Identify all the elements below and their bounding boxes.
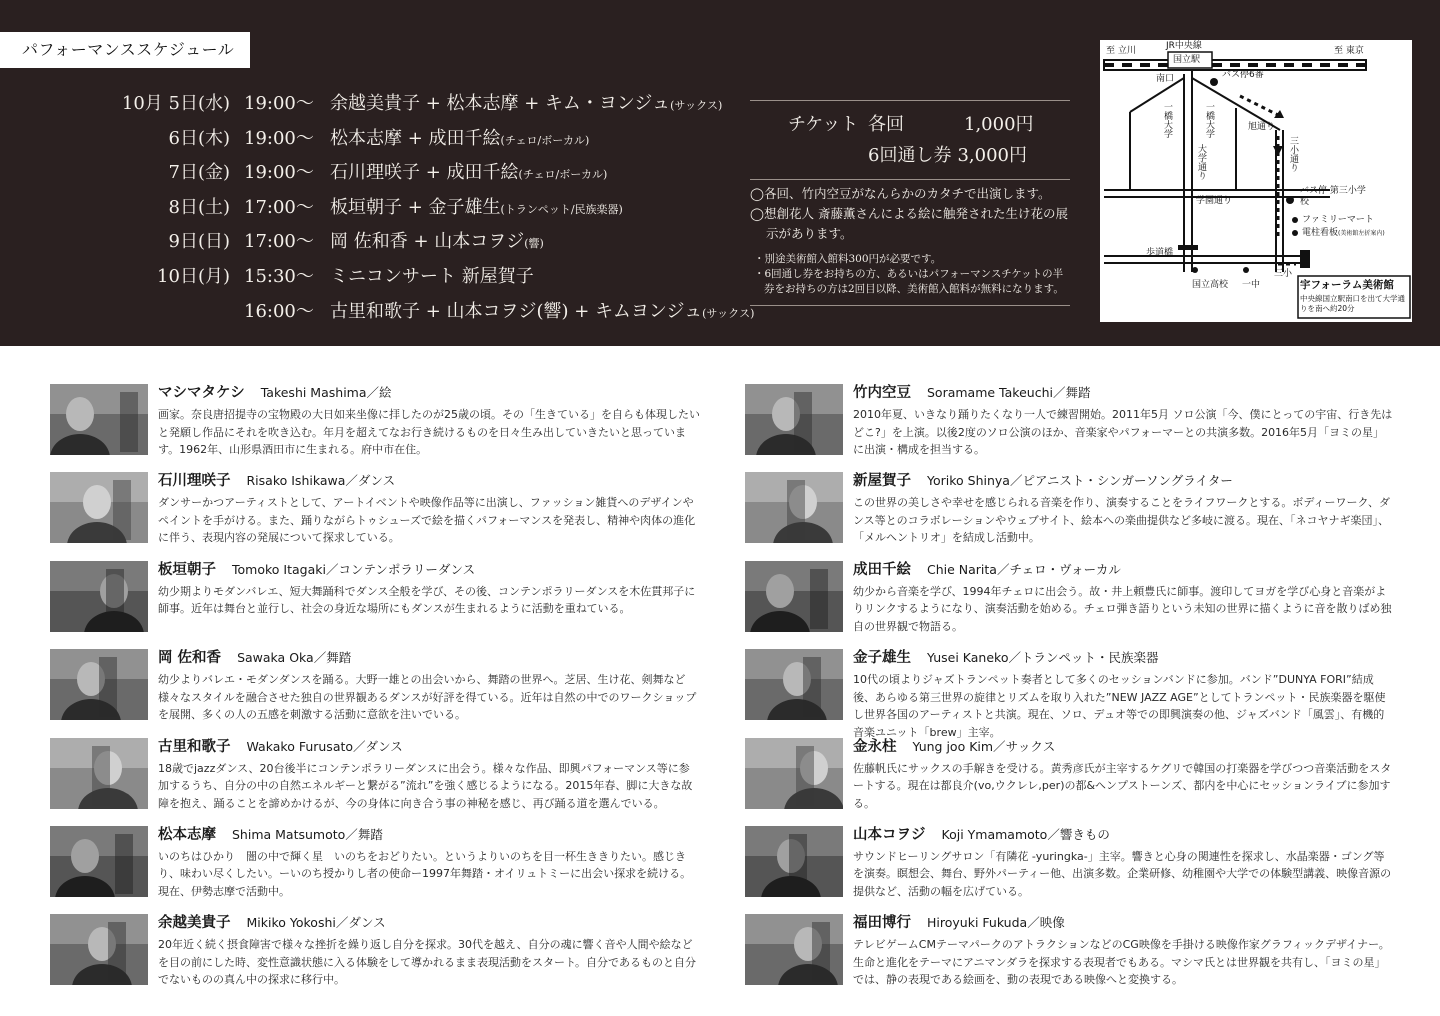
- profile-text: [158, 645, 700, 724]
- note-item: ◯想創花人 斎藤薫さんによる絵に触発された生け花の展示があります。: [750, 206, 1068, 241]
- profile-heading: [158, 380, 700, 406]
- profile-text: [158, 910, 700, 989]
- profile-role: トランペット・民族楽器: [1020, 650, 1159, 666]
- profile-role: チェロ・ヴォーカル: [1009, 561, 1121, 577]
- profile-bio: 幼少期よりモダンバレエ、短大舞踊科でダンス全般を学び、その後、コンテンポラリーダンスを木佐貫邦子に師事。近年は舞台と並行し、社会の身近な場所にもダンスが生まれるように活動を重ねている。: [158, 584, 696, 616]
- map-label-to-tokyo: 至 東京: [1334, 46, 1364, 56]
- profile-photo: [50, 384, 148, 455]
- map-label-station: 国立駅: [1173, 55, 1201, 65]
- profile-photo: [745, 826, 843, 897]
- performer-instrument: (チェロ/ボーカル): [500, 133, 590, 147]
- profile-text: [158, 734, 700, 813]
- performer-instrument: (トランペット/民族楽器): [500, 202, 623, 216]
- schedule-performers: [330, 226, 544, 260]
- performer-instrument: (サックス): [702, 306, 755, 320]
- performer-instrument: (サックス): [670, 99, 723, 112]
- profile-romaji: Yung joo Kim／サックス: [912, 738, 1056, 754]
- schedule-date: 10日(月): [157, 265, 230, 287]
- ticket-pass-label: 6回通し券: [868, 145, 952, 166]
- profile-photo: [745, 738, 843, 809]
- profile-bio: 2010年夏、いきなり踊りたくなり一人で練習開始。2011年5月 ソロ公演「今、僕にとっての宇宙、行き先はどこ?」を上演。以後2度のソロ公演のほか、音楽家やパフォーマーとの共演多数。2016年5月「ヨミの星」に出演・構成を担当する。: [853, 408, 1393, 456]
- map-label-bus-stop-sanko: バス停 第三小学校: [1300, 186, 1366, 207]
- profile-romaji: Mikiko Yokoshi／ダンス: [246, 915, 386, 931]
- profile-bio: 佐藤帆氏にサックスの手解きを受ける。黄秀彦氏が主宰するケグリで韓国の打楽器を学びつつ音楽活動をスタートする。現在は都良介(vo,ウクレレ,per)の都&ヘンプストーンズ、都内を中心にセッションライブに参加する。: [853, 761, 1392, 810]
- profile-name: 古里和歌子: [158, 737, 231, 755]
- schedule-time: 15:30〜: [244, 265, 314, 287]
- schedule-date: 9日(日): [168, 231, 230, 253]
- ticket-each-label: 各回: [868, 114, 904, 135]
- profile-photo: [745, 384, 843, 455]
- schedule-time: 19:00〜: [244, 162, 314, 184]
- profile-romaji: Tomoko Itagaki／コンテンポラリーダンス: [232, 561, 476, 577]
- profile-romaji: Soramame Takeuchi／舞踏: [927, 385, 1091, 400]
- profile-name: 成田千絵: [853, 560, 911, 578]
- profile-name: 松本志摩: [158, 825, 216, 843]
- profile-card: [745, 734, 1395, 822]
- profile-name: 余越美貴子: [158, 914, 231, 932]
- profile-role: 舞踏: [326, 650, 352, 666]
- profile-heading: [158, 910, 700, 936]
- schedule-performers: [330, 123, 589, 157]
- profile-romaji: Chie Narita／チェロ・ヴォーカル: [927, 561, 1121, 577]
- profile-name: 竹内空豆: [853, 384, 911, 401]
- map-label-gakuen-dori: 学園通り: [1196, 196, 1233, 206]
- profile-name: 板垣朝子: [158, 560, 216, 578]
- profile-name: 石川理咲子: [158, 472, 231, 490]
- pole-sign-text: 電柱看板: [1302, 228, 1339, 238]
- profile-romaji-name: Chie Narita: [927, 561, 997, 577]
- schedule-heading: パフォーマンススケジュール: [0, 32, 250, 68]
- profile-romaji: Yusei Kaneko／トランペット・民族楽器: [927, 650, 1159, 666]
- profile-role: ピアニスト・シンガーソングライター: [1022, 473, 1233, 489]
- profile-text: [158, 380, 700, 459]
- profile-heading: [853, 822, 1395, 848]
- profile-text: [853, 380, 1395, 459]
- map-label-sansho: 三小: [1274, 269, 1293, 279]
- profile-romaji: Koji Ymamamoto／響きもの: [941, 826, 1110, 842]
- profile-card: [745, 822, 1395, 910]
- profile-card: [50, 734, 700, 822]
- profile-text: [158, 468, 700, 547]
- profile-romaji: Sawaka Oka／舞踏: [237, 650, 352, 666]
- profile-romaji-name: Tomoko Itagaki: [232, 561, 326, 577]
- profile-name: 福田博行: [853, 914, 911, 932]
- ticket-pass-price: 3,000円: [957, 145, 1027, 166]
- schedule-time: 17:00〜: [244, 196, 314, 218]
- ticket-label: チケット: [788, 114, 859, 135]
- profile-name: 金永柱: [853, 737, 897, 755]
- profile-text: [158, 822, 700, 901]
- map-label-ichichu: 一中: [1242, 280, 1261, 290]
- profile-bio: 18歳でjazzダンス、20台後半にコンテンポラリーダンスに出会う。様々な作品、即興パフォーマンス等に参加するうち、自分の中の自然エネルギーと繋がる”流れ”を強く感じるようになる。2015年春、脚に大きな故障を抱え、踊ることを諦めかけるが、今の身体に向き合う事の神秘を感じ、再び踊る道を選んでいる。: [158, 761, 693, 810]
- profile-role: 映像: [1039, 915, 1065, 931]
- note-item: ・6回通し券をお持ちの方、あるいはパフォーマンスチケットの半券をお持ちの方は2回目以降、美術館入館料が無料になります。: [754, 268, 1064, 295]
- performer-names: ミニコンサート 新屋賀子: [330, 265, 534, 287]
- profile-photo: [50, 914, 148, 985]
- profile-heading: [853, 557, 1395, 583]
- profile-bio: サウンドヒーリングサロン「有隣花 -yuringka-」主宰。響きと心身の関連性を探求し、水晶楽器・ゴング等を演奏。瞑想会、舞台、野外パーティー他、出演多数。企業研修、幼稚園や大学での体験型講義、映像音源の提供など、活動の幅を広げている。: [853, 849, 1392, 898]
- profile-romaji: Wakako Furusato／ダンス: [246, 738, 403, 754]
- profile-romaji-name: Shima Matsumoto: [232, 826, 346, 842]
- schedule-date: 10月 5日(水): [121, 93, 230, 114]
- profile-bio: 20年近く続く摂食障害で様々な挫折を繰り返し自分を探求。30代を越え、自分の魂に響く音や人間や絵などを目の前にした時、変性意識状態に入る体験をして導かれるまま表現活動をスタート。自分であるものと自分でないものの真ん中の探求に移行中。: [158, 938, 697, 987]
- map-venue-name: 宇フォーラム美術館: [1300, 279, 1394, 291]
- performer-instrument: (チェロ/ボーカル): [518, 168, 608, 182]
- performer-names: 板垣朝子 + 金子雄生: [330, 196, 501, 218]
- schedule-date: 6日(木): [168, 127, 230, 149]
- profile-romaji-name: Takeshi Mashima: [260, 385, 367, 400]
- profile-card: [745, 557, 1395, 645]
- profile-text: [853, 822, 1395, 901]
- profile-romaji-name: Sawaka Oka: [237, 650, 314, 666]
- profile-romaji-name: Risako Ishikawa: [246, 473, 346, 489]
- map-label-jr-line: JR中央線: [1166, 41, 1202, 51]
- profile-heading: [853, 468, 1395, 494]
- profile-card: [50, 557, 700, 645]
- profile-text: [853, 645, 1395, 741]
- note-item: ・別途美術館入館料300円が必要です。: [754, 253, 942, 265]
- schedule-performers: [330, 157, 607, 191]
- schedule-time: 17:00〜: [244, 231, 314, 253]
- profile-role: コンテンポラリーダンス: [338, 561, 476, 577]
- profiles-left-column: [50, 380, 700, 999]
- profile-card: [50, 645, 700, 733]
- performer-names: 余越美貴子 + 松本志摩 + キム・ヨンジュ: [330, 93, 671, 114]
- map-label-asahi-dori: 旭通り: [1248, 122, 1276, 132]
- schedule-performers: [330, 296, 754, 330]
- profile-romaji-name: Yung joo Kim: [912, 738, 994, 754]
- profile-photo: [50, 649, 148, 720]
- profile-heading: [158, 822, 700, 848]
- profile-heading: [853, 645, 1395, 671]
- ticket-info: [750, 100, 1070, 306]
- profile-card: [50, 822, 700, 910]
- profile-bio: いのちはひかり 闇の中で輝く星 いのちをおどりたい。というよりいのちを目一杯生ききりたい。感じきり、味わい尽くしたい。ーいのち授かりし者の使命ー1997年舞踏・オイリュトミーに出会い探求を続ける。現在、伊勢志摩で活動中。: [158, 849, 692, 898]
- profile-bio: 10代の頃よりジャズトランペット奏者として多くのセッションバンドに参加。バンド”DUNYA FORI”結成後、あらゆる第三世界の旋律とリズムを取り入れた”NEW JAZZ AGE”としてトランペット・民族楽器を駆使し世界各国のアーティストと共演。現在、ソロ、デュオ等での即興演奏の他、ジャズバンド「風雲」、有機的音楽ユニット「brew」主宰。: [853, 673, 1386, 739]
- map-access-note: 中央線国立駅南口を出て大学通りを南へ約20分: [1300, 294, 1405, 313]
- profile-heading: [158, 557, 700, 583]
- profile-heading: [158, 468, 700, 494]
- profile-romaji-name: Yoriko Shinya: [927, 473, 1010, 489]
- map-label-hitotsubashi-east: 一橋大学: [1204, 102, 1214, 138]
- profile-romaji: Yoriko Shinya／ピアニスト・シンガーソングライター: [927, 473, 1233, 489]
- profile-romaji: Takeshi Mashima／絵: [260, 385, 392, 400]
- schedule-time: 19:00〜: [244, 127, 314, 149]
- divider: [750, 305, 1070, 306]
- profile-card: [745, 468, 1395, 556]
- profile-romaji-name: Hiroyuki Fukuda: [927, 915, 1028, 931]
- schedule-performers: [330, 192, 623, 226]
- profile-card: [50, 468, 700, 556]
- profile-role: ダンス: [365, 738, 403, 754]
- map-label-sanko-dori: 三小通り: [1288, 136, 1298, 172]
- profile-romaji: Risako Ishikawa／ダンス: [246, 473, 396, 489]
- map-label-hitotsubashi-west: 一橋大学: [1162, 102, 1172, 138]
- profile-bio: 幼少よりバレエ・モダンダンスを踊る。大野一雄との出会いから、舞踏の世界へ。芝居、生け花、剣舞など様々なスタイルを融合させた独自の世界観あるダンスが好評を得ている。近年は自然の中でのワークショップを展開、多くの人の五感を刺激する活動に意欲を注いでいる。: [158, 673, 697, 722]
- pole-sign-note: (美術館左折案内): [1338, 230, 1385, 237]
- profile-photo: [50, 472, 148, 543]
- note-item: ◯各回、竹内空豆がなんらかのカタチで出演します。: [750, 186, 1051, 201]
- profile-text: [853, 557, 1395, 636]
- ticket-prices: [750, 101, 1070, 179]
- schedule-date: 8日(土): [168, 196, 230, 218]
- profile-role: 舞踏: [1065, 385, 1091, 400]
- ticket-each-price: 1,000円: [964, 114, 1034, 135]
- profile-romaji-name: Koji Ymamamoto: [941, 826, 1048, 842]
- performer-names: 松本志摩 + 成田千絵: [330, 127, 501, 149]
- profile-name: 新屋賀子: [853, 472, 911, 490]
- schedule-time: 19:00〜: [244, 93, 314, 114]
- schedule-date: 7日(金): [168, 162, 230, 184]
- profile-romaji-name: Yusei Kaneko: [927, 650, 1009, 666]
- profile-bio: 画家。奈良唐招提寺の宝物殿の大日如来坐像に拝したのが25歳の頃。その「生きている」を自らも体現したいと発願し作品にそれを吹き込む。年月を超えてなお行き続けるものを日々生み出していきたいと思っています。1962年、山形県酒田市に生まれる。府中市在住。: [158, 408, 700, 456]
- profile-bio: テレビゲームCMテーマパークのアトラクションなどのCG映像を手掛ける映像作家グラフィックデザイナー。生命と進化をテーマにアニマンダラを探求する表現者でもある。マシマ氏とは世界観を共有し、「ヨミの星」では、静の表現である絵画を、動の表現である映像へと変換する。: [853, 938, 1390, 987]
- performer-names: 石川理咲子 + 成田千絵: [330, 162, 519, 184]
- profile-photo: [745, 472, 843, 543]
- profile-romaji-name: Wakako Furusato: [246, 738, 354, 754]
- profile-text: [853, 734, 1395, 813]
- profile-photo: [745, 649, 843, 720]
- profile-role: ダンス: [357, 473, 396, 489]
- map-label-pedestrian-bridge: 歩道橋: [1146, 248, 1174, 258]
- profile-bio: 幼少から音楽を学び、1994年チェロに出会う。故・井上頼豊氏に師事。渡印してヨガを学び心身と音楽がよりリンクするようになり、演奏活動を始める。チェロ弾き語りという未知の世界に描くように音を散りばめ独自の世界観で物語る。: [853, 584, 1392, 633]
- schedule-performers: [330, 88, 722, 122]
- profile-romaji-name: Mikiko Yokoshi: [246, 915, 336, 931]
- performer-names: 岡 佐和香 + 山本コヲジ: [330, 231, 525, 253]
- profile-role: 響きもの: [1059, 826, 1110, 842]
- profile-photo: [745, 914, 843, 985]
- profiles-right-column: [745, 380, 1395, 999]
- profile-romaji: Hiroyuki Fukuda／映像: [927, 915, 1065, 931]
- access-map: [1100, 40, 1412, 322]
- profile-heading: [853, 910, 1395, 936]
- profile-text: [853, 910, 1395, 989]
- performer-names: 古里和歌子 + 山本コヲジ(響) + キムヨンジュ: [330, 300, 703, 322]
- map-label-to-tachikawa: 至 立川: [1106, 46, 1136, 56]
- profile-role: ダンス: [348, 915, 386, 931]
- performer-instrument: (響): [524, 237, 544, 251]
- profile-name: 山本コヲジ: [853, 825, 926, 843]
- profile-text: [158, 557, 700, 618]
- profile-heading: [158, 734, 700, 760]
- admission-notes: [750, 244, 1070, 305]
- event-notes: [750, 180, 1070, 244]
- map-label-daigaku-dori: 大学通り: [1196, 144, 1206, 180]
- profile-photo: [745, 561, 843, 632]
- map-label-kunitachi-high: 国立高校: [1192, 280, 1229, 290]
- profile-name: 金子雄生: [853, 649, 911, 667]
- map-label-south-exit: 南口: [1156, 74, 1175, 84]
- map-label-bus-stop-6: バス停6番: [1222, 70, 1264, 80]
- map-label-familymart: ファミリーマート: [1302, 215, 1374, 225]
- profile-card: [50, 910, 700, 998]
- schedule-performers: [330, 261, 534, 295]
- profile-romaji-name: Soramame Takeuchi: [927, 385, 1053, 400]
- schedule-time: 16:00〜: [244, 300, 314, 322]
- profile-role: 舞踏: [357, 826, 383, 842]
- profile-role: 絵: [379, 385, 392, 400]
- profile-heading: [853, 734, 1395, 760]
- profile-photo: [50, 826, 148, 897]
- profile-card: [745, 380, 1395, 468]
- profile-romaji: Shima Matsumoto／舞踏: [232, 826, 383, 842]
- profile-photo: [50, 738, 148, 809]
- schedule-banner: [0, 0, 1440, 346]
- profile-heading: [853, 380, 1395, 406]
- profile-heading: [158, 645, 700, 671]
- map-label-pole-sign: [1302, 228, 1385, 239]
- profile-bio: この世界の美しさや幸せを感じられる音楽を作り、演奏することをライフワークとする。ボディーワーク、ダンス等とのコラボレーションやウェブサイト、絵本への楽曲提供など多岐に渡る。現在、「ネコヤナギ楽団」、「メルヘントリオ」を結成し活動中。: [853, 496, 1391, 545]
- profile-bio: ダンサーかつアーティストとして、アートイベントや映像作品等に出演し、ファッション雑貨へのデザインやペイントを手がける。また、踊りながらトゥシューズで絵を描くパフォーマンスを発表し、精神や肉体の進化に伴う、表現内容の発展について探求している。: [158, 496, 696, 545]
- profile-card: [745, 645, 1395, 739]
- profile-name: 岡 佐和香: [158, 649, 222, 667]
- profile-photo: [50, 561, 148, 632]
- profile-card: [745, 910, 1395, 998]
- profile-card: [50, 380, 700, 468]
- profile-text: [853, 468, 1395, 547]
- profile-role: サックス: [1005, 738, 1056, 754]
- profile-name: マシマタケシ: [158, 384, 245, 401]
